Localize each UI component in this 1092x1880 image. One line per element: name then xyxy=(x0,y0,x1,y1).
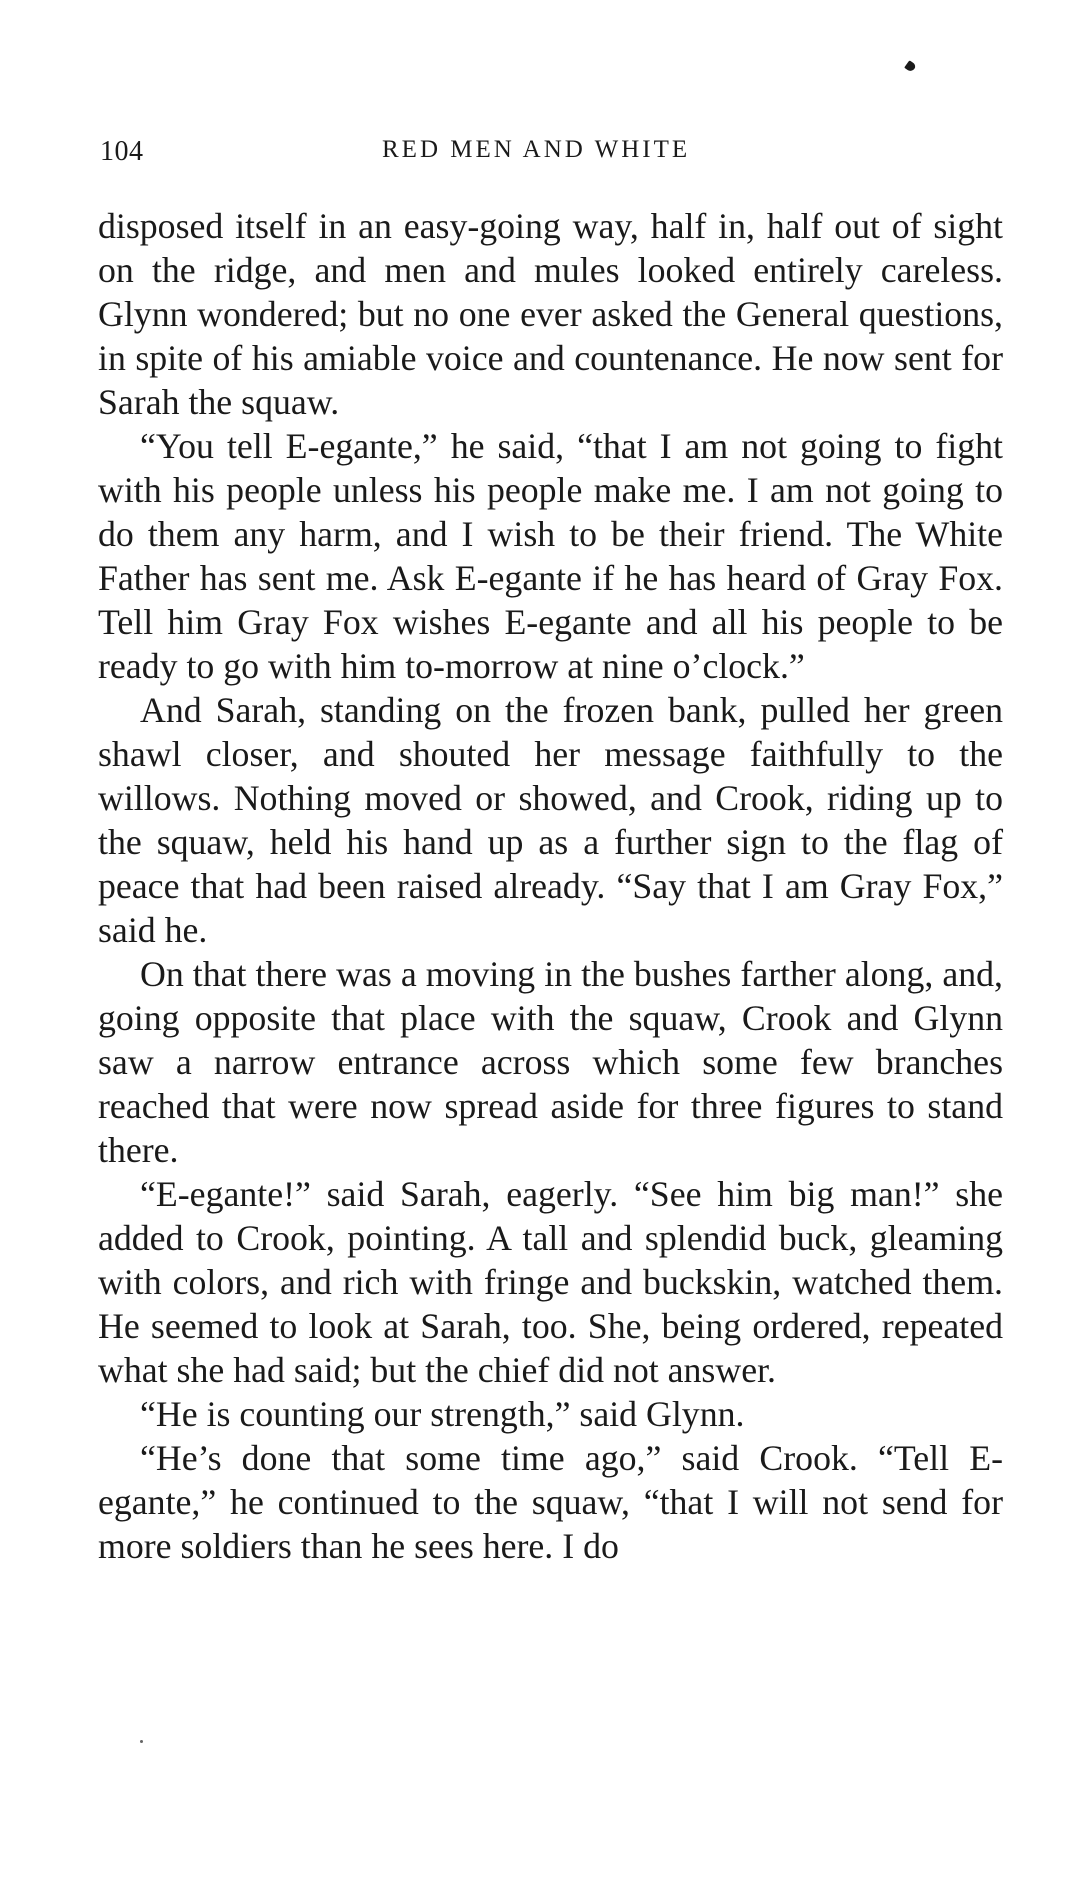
paragraph-4: On that there was a moving in the bushes farther along, and, going opposite that place with the squaw, Crook and Glynn saw a narrow entrance across which some few branches reached that were now spread aside for three figures to stand there. xyxy=(98,954,1003,1170)
page-body xyxy=(98,204,1003,1568)
paragraph-1: disposed itself in an easy-going way, half in, half out of sight on the ridge, and men and mules looked entirely careless. Glynn wondered; but no one ever asked the General questions, in spite of his amiable voice and countenance. He now sent for Sarah the squaw. xyxy=(98,206,1003,422)
page-number: 104 xyxy=(100,136,144,167)
paragraph-3: And Sarah, standing on the frozen bank, pulled her green shawl closer, and shouted her message faithfully to the willows. Nothing moved or showed, and Crook, riding up to the squaw, held his hand up as a further sign to the flag of peace that had been raised already. “Say that I am Gray Fox,” said he. xyxy=(98,690,1003,950)
paragraph-6: “He is counting our strength,” said Glynn. xyxy=(140,1394,745,1434)
running-title: RED MEN AND WHITE xyxy=(382,136,691,163)
paragraph-5: “E-egante!” said Sarah, eagerly. “See him big man!” she added to Crook, pointing. A tall and splendid buck, gleaming with colors, and rich with fringe and buckskin, watched them. He seemed to look at Sarah, too. She, being ordered, repeated what she had said; but the chief did not answer. xyxy=(98,1174,1003,1390)
ink-speck xyxy=(904,60,917,73)
page-header xyxy=(100,128,1000,168)
paragraph-2: “You tell E-egante,” he said, “that I am not going to fight with his people unless his people make me. I am not going to do them any harm, and I wish to be their friend. The White Father has sent me. Ask E-egante if he has heard of Gray Fox. Tell him Gray Fox wishes E-egante and all his people to be ready to go with him to-morrow at nine o’clock.” xyxy=(98,426,1003,686)
ink-dot xyxy=(140,1740,143,1743)
paragraph-7: “He’s done that some time ago,” said Crook. “Tell E-egante,” he continued to the squaw, “that I will not send for more soldiers than he sees here. I do xyxy=(98,1438,1003,1566)
